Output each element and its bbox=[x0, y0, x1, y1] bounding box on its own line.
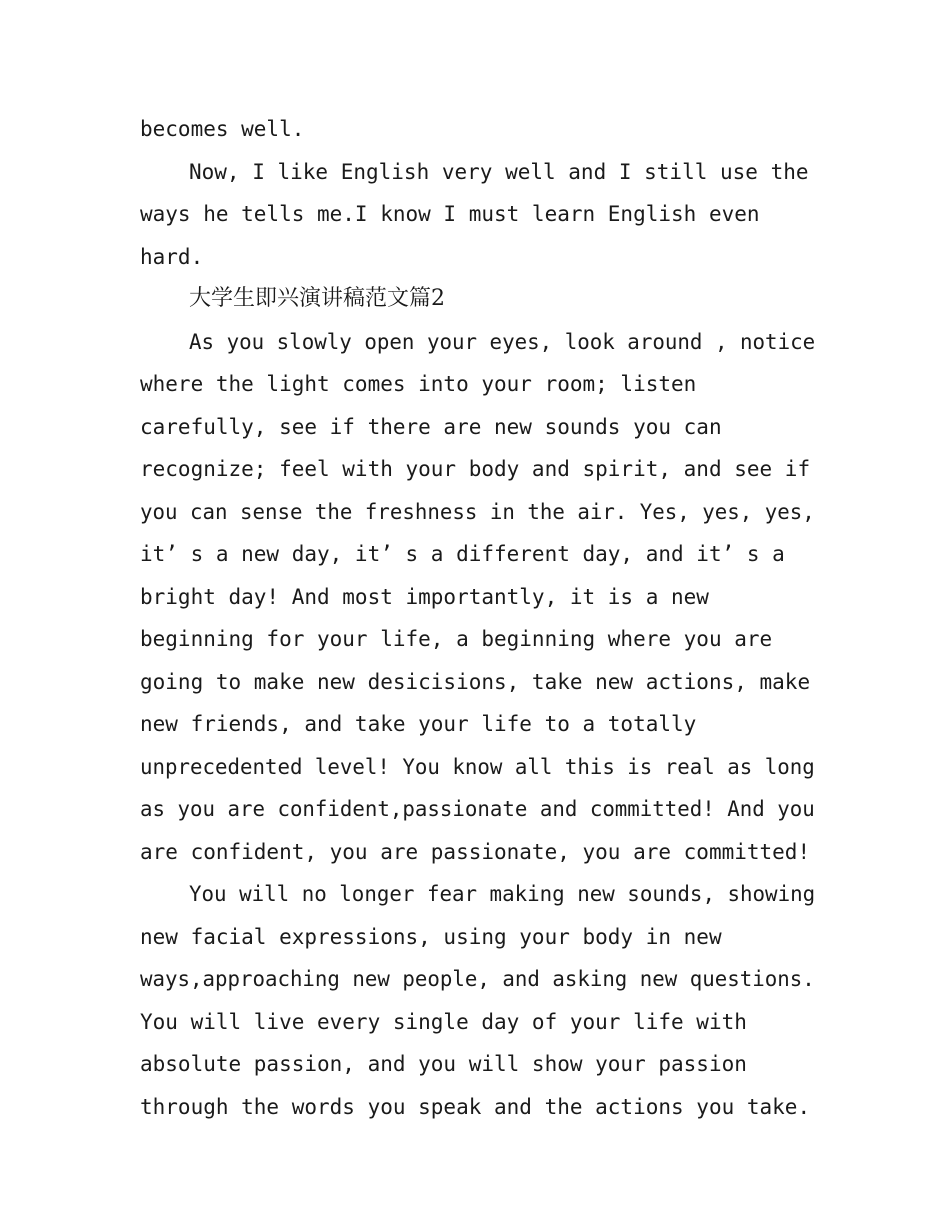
text-line: carefully, see if there are new sounds you can bbox=[140, 415, 722, 439]
text-line: you can sense the freshness in the air. Yes, yes, yes, bbox=[140, 500, 815, 524]
text-line: becomes well. bbox=[140, 117, 305, 141]
paragraph-first-line: As you slowly open your eyes, look around , notice bbox=[189, 330, 816, 354]
text-line: as you are confident,passionate and committed! And you bbox=[140, 797, 815, 821]
text-line: bright day! And most importantly, it is a new bbox=[140, 585, 709, 609]
text-line: through the words you speak and the actions you take. bbox=[140, 1095, 811, 1119]
text-line: where the light comes into your room; listen bbox=[140, 372, 697, 396]
text-line: are confident, you are passionate, you are committed! bbox=[140, 840, 811, 864]
text-line: unprecedented level! You know all this is real as long bbox=[140, 755, 815, 779]
text-line: ways he tells me.I know I must learn English even bbox=[140, 202, 760, 226]
text-line: beginning for your life, a beginning where you are bbox=[140, 627, 773, 651]
text-line: going to make new desicisions, take new actions, make bbox=[140, 670, 811, 694]
text-line: new friends, and take your life to a totally bbox=[140, 712, 697, 736]
section-heading: 大学生即兴演讲稿范文篇2 bbox=[189, 286, 445, 311]
paragraph-first-line: Now, I like English very well and I still use the bbox=[189, 160, 809, 184]
text-line: You will live every single day of your life with bbox=[140, 1010, 747, 1034]
text-line: recognize; feel with your body and spirit, and see if bbox=[140, 457, 811, 481]
text-line: ways,approaching new people, and asking new questions. bbox=[140, 967, 815, 991]
text-line: absolute passion, and you will show your passion bbox=[140, 1052, 747, 1076]
text-line: hard. bbox=[140, 245, 204, 269]
text-line: it’ s a new day, it’ s a different day, and it’ s a bbox=[140, 542, 785, 566]
text-line: new facial expressions, using your body in new bbox=[140, 925, 722, 949]
paragraph-first-line: You will no longer fear making new sounds, showing bbox=[189, 882, 816, 906]
